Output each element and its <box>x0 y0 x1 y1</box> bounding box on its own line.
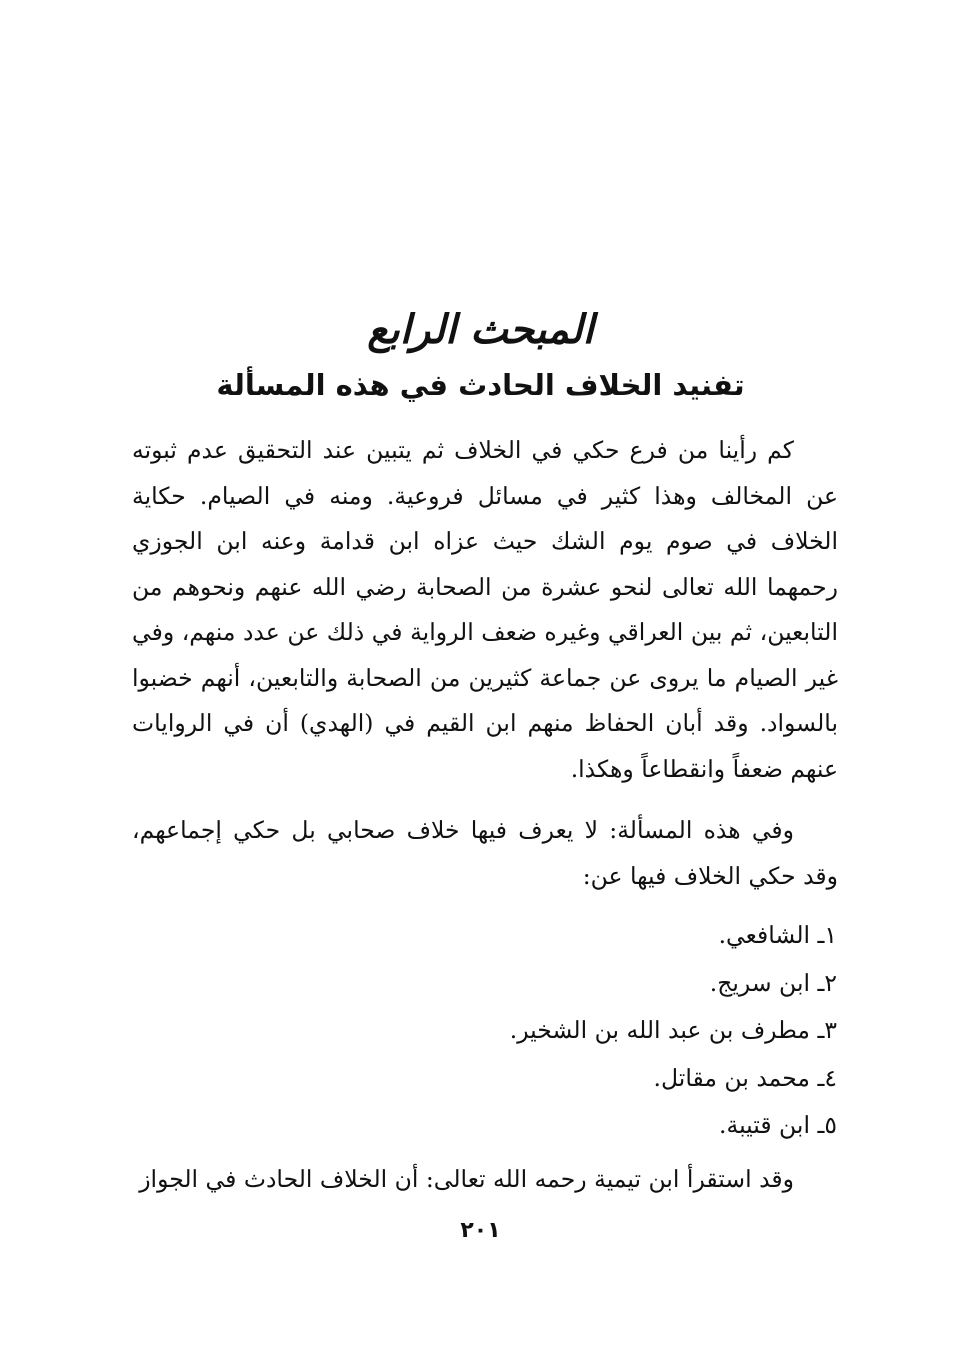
paragraph-2-text: وفي هذه المسألة: لا يعرف فيها خلاف صحابي بل حكي إجماعهم، وقد حكي الخلاف فيها عن: <box>132 816 838 890</box>
list-item: ١ـ الشافعي. <box>718 921 837 949</box>
page-number: ٢٠١ <box>460 1218 501 1243</box>
section-title: تفنيد الخلاف الحادث في هذه المسألة <box>216 368 745 402</box>
chapter-heading: المبحث الرابع <box>367 306 594 353</box>
list-item: ٤ـ محمد بن مقاتل. <box>653 1063 837 1092</box>
list-item: ٣ـ مطرف بن عبد الله بن الشخير. <box>509 1016 837 1044</box>
paragraph-2 <box>132 808 838 899</box>
closing-paragraph <box>132 1157 838 1203</box>
scholars-list <box>131 912 837 1150</box>
paragraph-1-text: كم رأينا من فرع حكي في الخلاف ثم يتبين عند التحقيق عدم ثبوته عن المخالف وهذا كثير في مسائل فروعية. ومنه في الصيام. حكاية الخلاف في صوم يوم الشك حيث عزاه ابن قدامة وعنه ابن الجوزي رحمهما الله تعالى لنحو عشرة من الصحابة رضي الله عنهم ونحوهم من التابعين، ثم بين العراقي وغيره ضعف الرواية في ذلك عن عدد منهم، وفي غير الصيام ما يروى عن جماعة كثيرين من الصحابة والتابعين، أنهم خضبوا بالسواد. وقد أبان الحفاظ منهم ابن القيم في (الهدي) أن في الروايات عنهم ضعفاً وانقطاعاً وهكذا. <box>132 436 838 783</box>
list-item: ٥ـ ابن قتيبة. <box>719 1111 837 1139</box>
closing-paragraph-text: وقد استقرأ ابن تيمية رحمه الله تعالى: أن الخلاف الحادث في الجواز <box>139 1165 794 1193</box>
list-item: ٢ـ ابن سريج. <box>709 968 837 997</box>
paragraph-1 <box>132 428 838 792</box>
